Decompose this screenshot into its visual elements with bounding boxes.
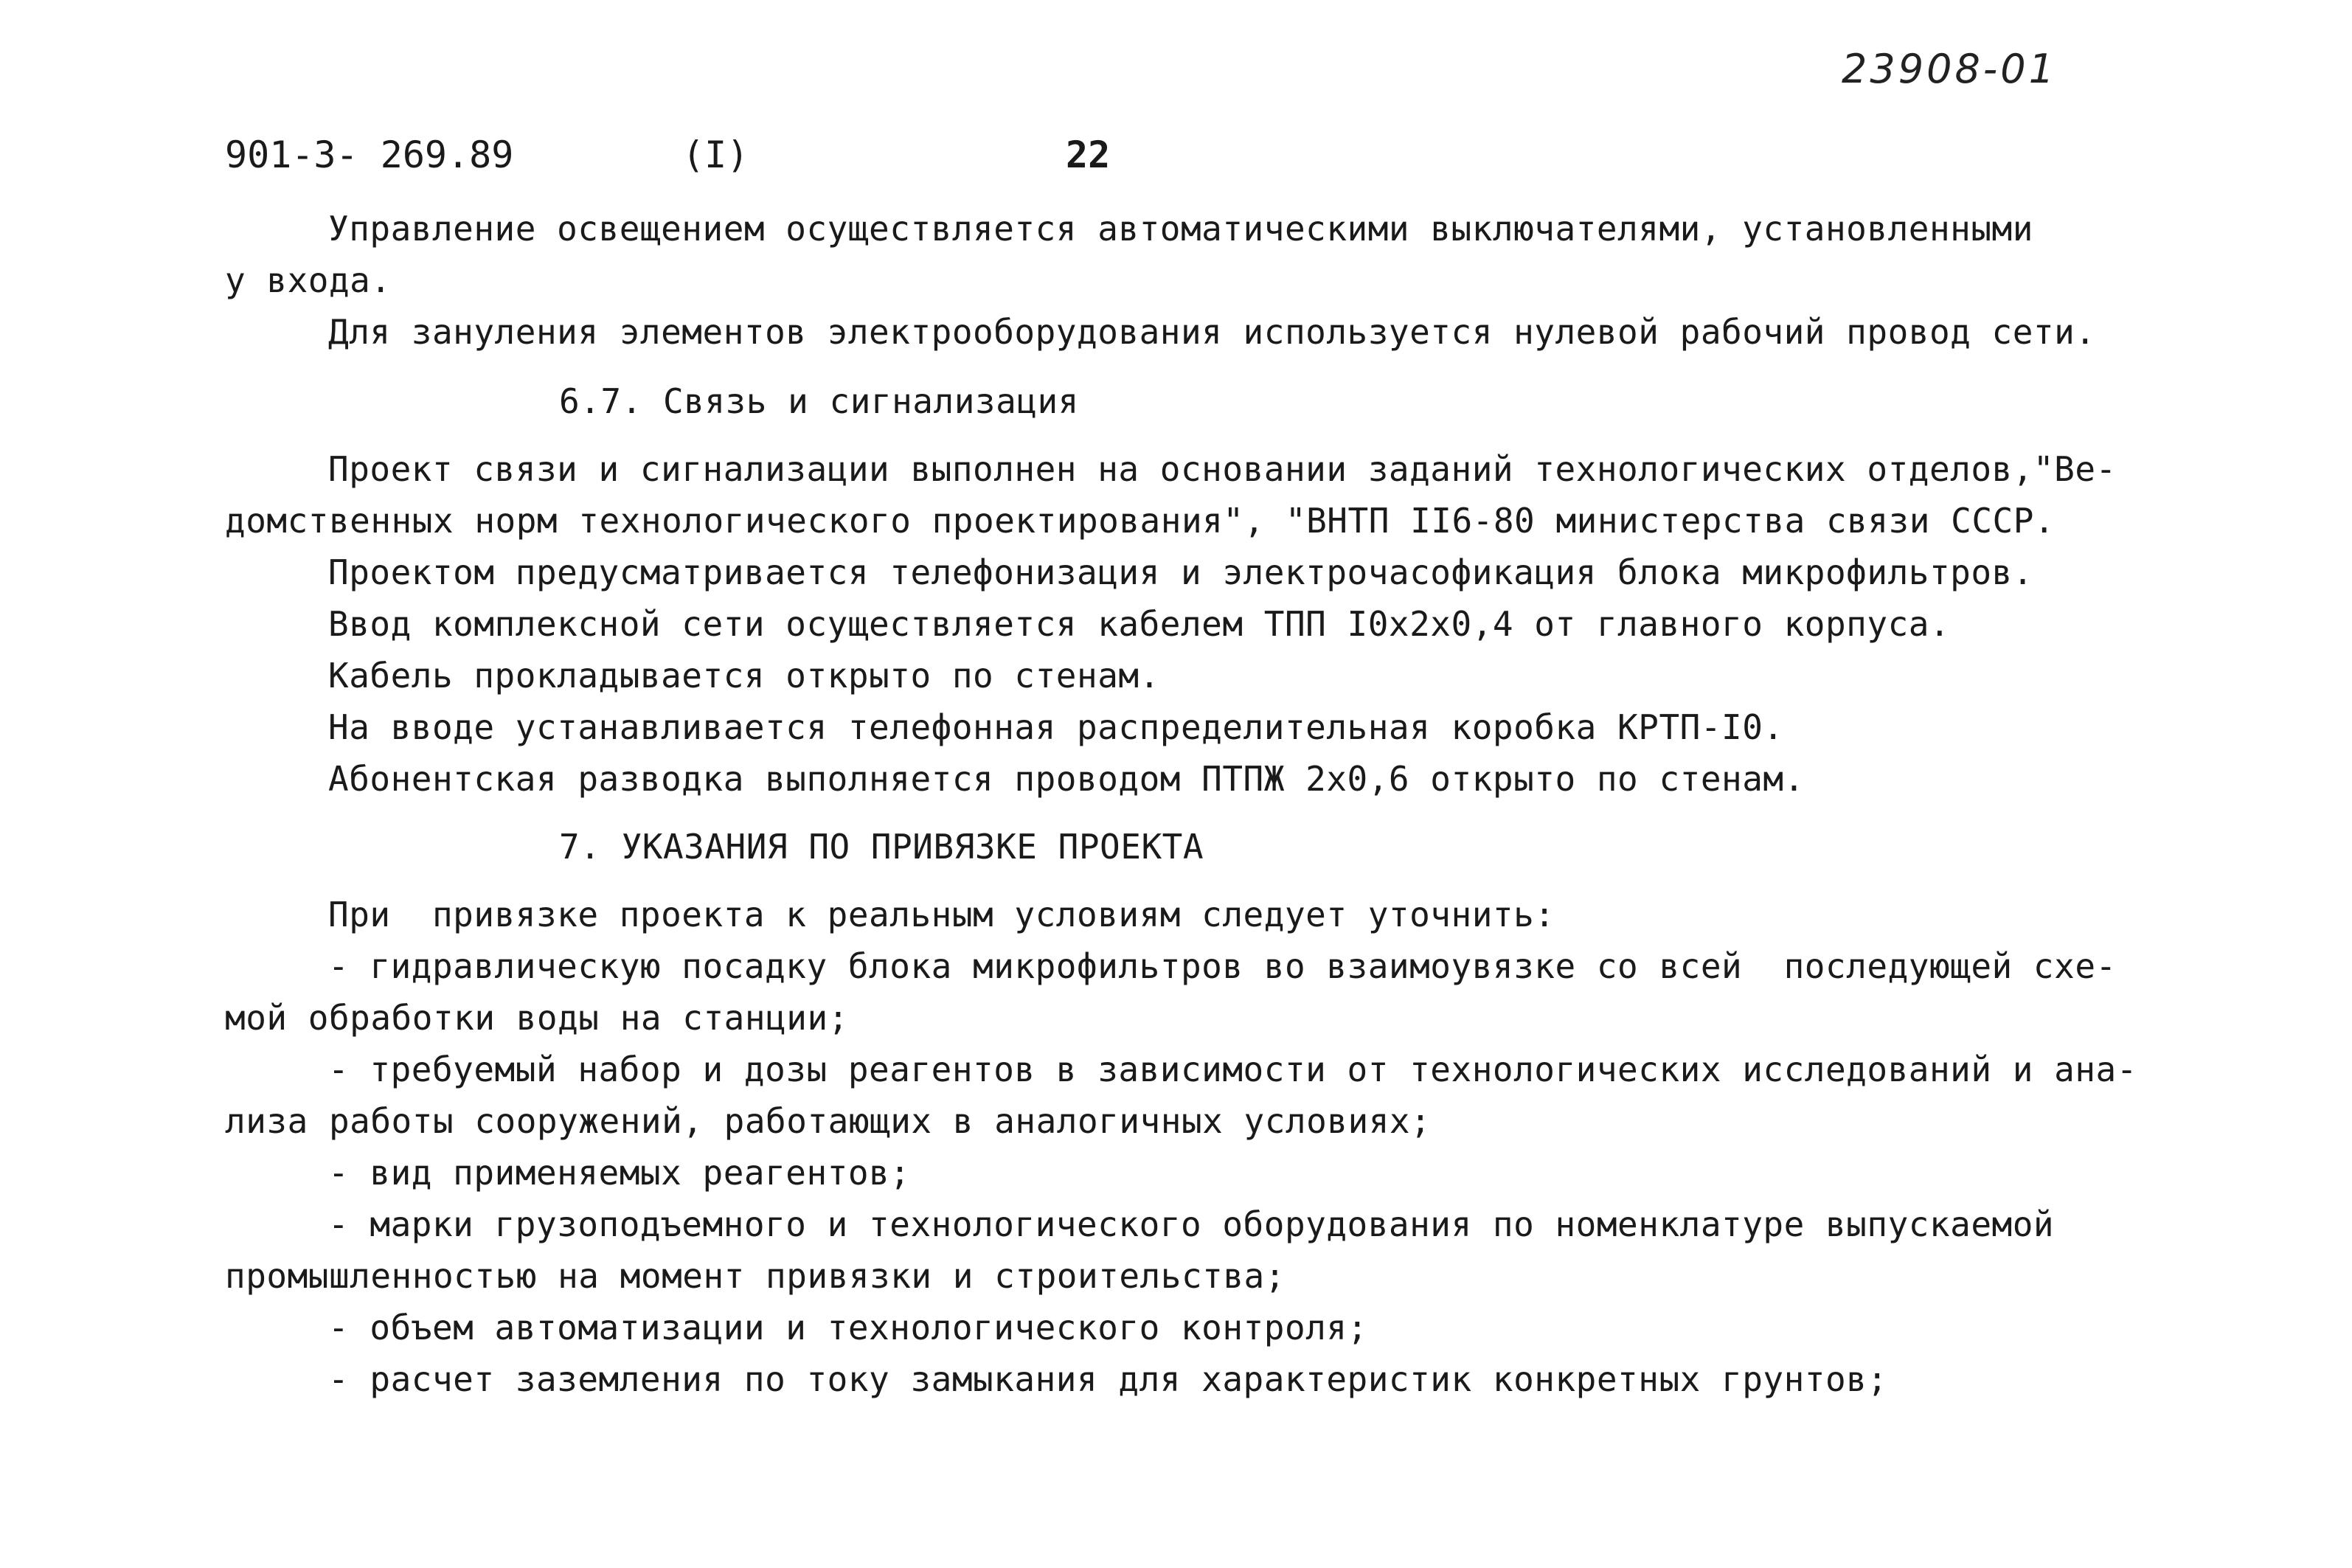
- volume-number: (I): [682, 133, 749, 176]
- list-item: - вид применяемых реагентов;: [328, 1153, 911, 1193]
- section-heading: 7. УКАЗАНИЯ ПО ПРИВЯЗКЕ ПРОЕКТА: [559, 827, 1204, 867]
- paragraph-line: На вводе устанавливается телефонная распределительная коробка КРТП-I0.: [328, 707, 1784, 747]
- list-item: - требуемый набор и дозы реагентов в зависимости от технологических исследований и ана-: [328, 1050, 2137, 1089]
- section-heading: 6.7. Связь и сигнализация: [559, 381, 1079, 421]
- paragraph-line: мой обработки воды на станции;: [225, 998, 849, 1038]
- paragraph-line: Проектом предусматривается телефонизация и электрочасофикация блока микрофильтров.: [328, 552, 2033, 592]
- paragraph-line: При привязке проекта к реальным условиям следует уточнить:: [328, 895, 1555, 934]
- list-item: - объем автоматизации и технологического контроля;: [328, 1308, 1368, 1347]
- paragraph-line: Кабель прокладывается открыто по стенам.: [328, 656, 1160, 695]
- paragraph-line: домственных норм технологического проектирования", "ВНТП II6-80 министерства связи СССР.: [225, 501, 2056, 541]
- paragraph-line: промышленностью на момент привязки и строительства;: [225, 1256, 1286, 1296]
- paragraph-line: у входа.: [225, 260, 392, 300]
- paragraph-line: Проект связи и сигнализации выполнен на основании заданий технологических отделов,"Ве-: [328, 449, 2117, 489]
- list-item: - гидравлическую посадку блока микрофильтров во взаимоувязке со всей последующей схе-: [328, 946, 2117, 986]
- paragraph-line: Абонентская разводка выполняется проводом ПТПЖ 2х0,6 открыто по стенам.: [328, 759, 1805, 799]
- list-item: - расчет заземления по току замыкания для характеристик конкретных грунтов;: [328, 1359, 1888, 1399]
- page-number: 22: [1066, 133, 1111, 176]
- archive-stamp: 23908-01: [1842, 46, 2057, 92]
- paragraph-line: лиза работы сооружений, работающих в аналогичных условиях;: [225, 1101, 1432, 1141]
- paragraph-line: Ввод комплексной сети осуществляется кабелем ТПП I0x2x0,4 от главного корпуса.: [328, 604, 1951, 644]
- paragraph-line: Управление освещением осуществляется автоматическими выключателями, установленными: [328, 209, 2033, 249]
- paragraph-line: Для зануления элементов электрооборудования используется нулевой рабочий провод сети.: [328, 312, 2096, 352]
- doc-code: 901-3- 269.89: [225, 133, 514, 176]
- list-item: - марки грузоподъемного и технологического оборудования по номенклатуре выпускаемой: [328, 1204, 2055, 1244]
